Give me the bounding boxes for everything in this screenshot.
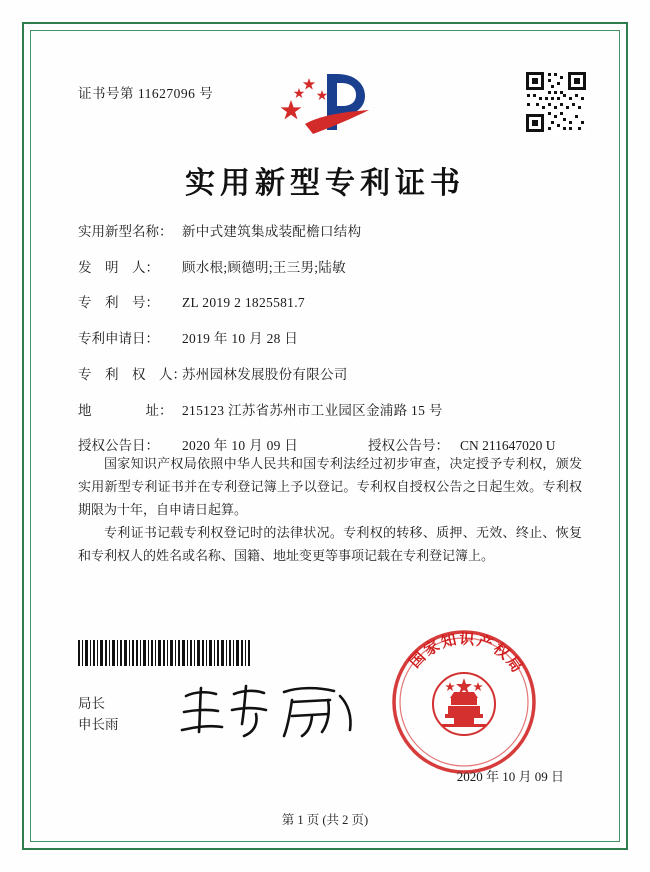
field-label: 地 址：: [78, 402, 173, 418]
legal-paragraph: 专利证书记载专利权登记时的法律状况。专利权的转移、质押、无效、终止、恢复和专利权人的姓名或名称、国籍、地址变更等事项记载在专利登记簿上。: [78, 525, 582, 563]
field-label: 发 明 人：: [78, 259, 159, 275]
handwritten-signature-icon: [172, 680, 372, 742]
patent-office-emblem-icon: [269, 66, 381, 138]
field-row: [78, 223, 584, 241]
field-label: 授权公告日：: [78, 438, 159, 454]
field-list: [78, 223, 584, 473]
page-footer: 第 1 页 (共 2 页): [281, 813, 369, 827]
field-value: 新中式建筑集成装配檐口结构: [182, 224, 362, 239]
field-row: [78, 330, 584, 348]
legal-text-block: [78, 453, 582, 569]
field-value: 苏州园林发展股份有限公司: [182, 366, 348, 382]
field-value: 215123 江苏省苏州市工业园区金浦路 15 号: [182, 402, 443, 418]
field-value: 2019 年 10 月 28 日: [182, 331, 299, 347]
legal-paragraph: 国家知识产权局依照中华人民共和国专利法经过初步审查，决定授予专利权，颁发实用新型专利证书并在专利登记簿上予以登记。专利权自授权公告之日起生效。专利权期限为十年，自申请日起算。: [78, 456, 582, 517]
director-name-label: 申长雨: [78, 716, 119, 732]
certificate-number: 证书号第 11627096 号: [78, 86, 214, 101]
field-row: [78, 402, 584, 420]
field-row: [78, 259, 584, 277]
field-row: [78, 294, 584, 312]
field-value: 2020 年 10 月 09 日: [182, 438, 299, 454]
official-red-seal-icon: [388, 626, 540, 778]
field-value-secondary: CN 211647020 U: [460, 438, 556, 454]
certificate-content: [52, 48, 598, 830]
field-label-secondary: 授权公告号：: [368, 438, 449, 454]
svg-text:国家知识产权局: 国家知识产权局: [405, 629, 528, 678]
field-label: 专利申请日：: [78, 331, 159, 347]
field-label: 专 利 号：: [78, 295, 159, 311]
field-row: [78, 366, 584, 384]
barcode-icon: [78, 640, 250, 666]
page-title: 实用新型专利证书: [185, 166, 465, 201]
field-value: ZL 2019 2 1825581.7: [182, 295, 305, 311]
issue-date: 2020 年 10 月 09 日: [456, 769, 564, 784]
field-label: 实用新型名称：: [78, 224, 173, 239]
director-title-label: 局长: [78, 696, 105, 711]
field-label: 专 利 权 人：: [78, 366, 186, 382]
field-value: 顾水根;顾德明;王三男;陆敏: [182, 259, 346, 275]
signature-labels: [78, 694, 119, 736]
qr-code-icon: [524, 70, 588, 134]
